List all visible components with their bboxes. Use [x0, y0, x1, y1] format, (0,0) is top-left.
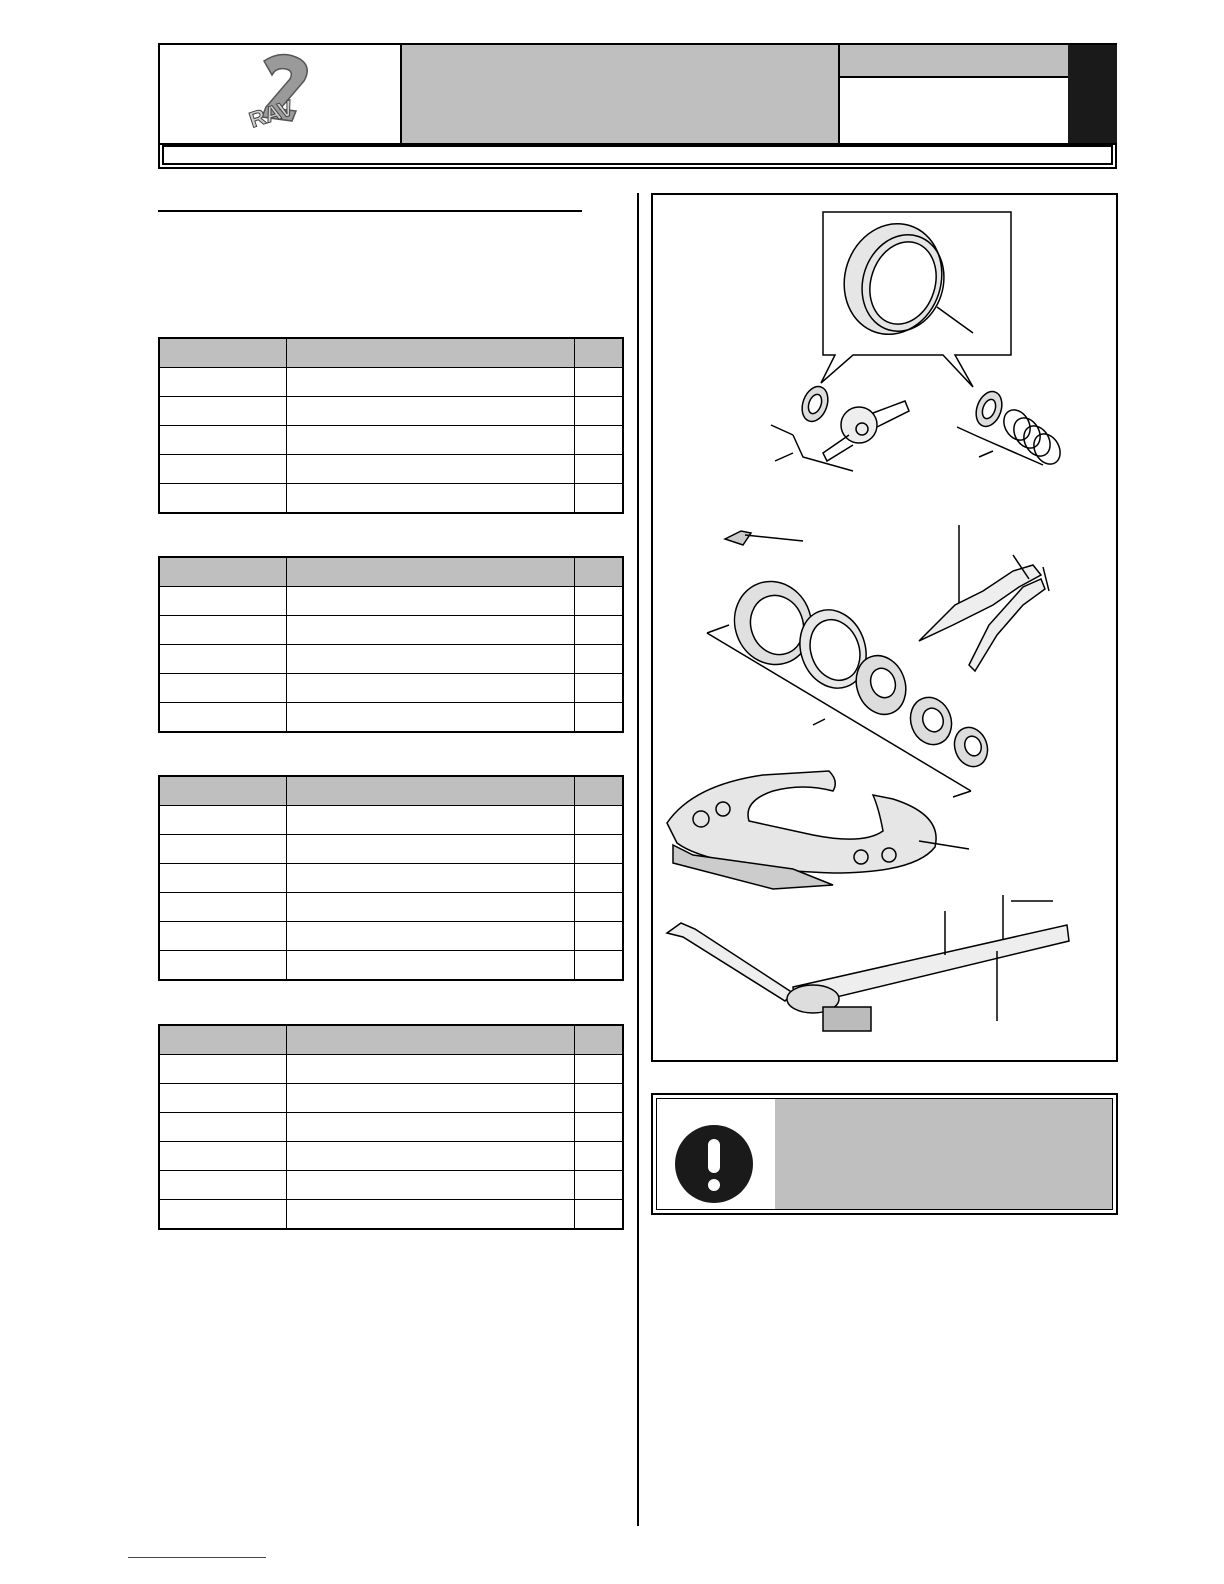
table-row — [159, 587, 623, 616]
parts-table-2 — [158, 556, 624, 733]
table-header-row — [159, 776, 623, 806]
warning-notice — [651, 1093, 1118, 1215]
weight-pliers — [919, 525, 1049, 671]
table-row — [159, 484, 623, 514]
balance-weight — [725, 531, 803, 545]
spring-assembly — [957, 388, 1065, 469]
table-row — [159, 1084, 623, 1113]
column-divider — [637, 193, 639, 1526]
rav-logo — [242, 51, 322, 137]
header-subtitle-bar — [162, 145, 1113, 165]
document-title — [402, 45, 840, 143]
table-row — [159, 893, 623, 922]
centering-cones — [707, 571, 993, 797]
table-row — [159, 1200, 623, 1230]
table-header-row — [159, 1025, 623, 1055]
parts-table-3 — [158, 775, 624, 981]
table-row — [159, 922, 623, 951]
warning-text — [775, 1099, 1112, 1209]
table-row — [159, 397, 623, 426]
table-row — [159, 1113, 623, 1142]
table-row — [159, 806, 623, 835]
accessories-figure — [651, 193, 1118, 1062]
accessory-tray — [667, 771, 969, 889]
ring-nut-detail — [830, 211, 973, 347]
parts-table-4 — [158, 1024, 624, 1230]
footer-link-underline[interactable] — [128, 1557, 266, 1558]
svg-text:RAV: RAV — [246, 95, 297, 133]
table-row — [159, 455, 623, 484]
document-revision — [840, 78, 1068, 143]
table-row — [159, 645, 623, 674]
table-row — [159, 426, 623, 455]
exclamation-icon — [675, 1125, 753, 1203]
table-row — [159, 864, 623, 893]
section-heading-rule — [158, 210, 582, 212]
table-row — [159, 1171, 623, 1200]
table-header-row — [159, 338, 623, 368]
accessories-illustration — [653, 195, 1116, 1060]
measuring-gauge-arm — [667, 895, 1069, 1031]
table-row — [159, 835, 623, 864]
table-row — [159, 616, 623, 645]
lever-assembly — [771, 383, 909, 471]
table-row — [159, 951, 623, 981]
table-row — [159, 368, 623, 397]
table-header-row — [159, 557, 623, 587]
page-header — [158, 43, 1117, 169]
table-row — [159, 1055, 623, 1084]
warning-notice-frame — [656, 1098, 1113, 1210]
table-row — [159, 1142, 623, 1171]
document-code — [840, 45, 1068, 78]
parts-table-1 — [158, 337, 624, 514]
chapter-tab — [1068, 45, 1117, 143]
table-row — [159, 703, 623, 733]
logo-cell — [160, 45, 402, 143]
table-row — [159, 674, 623, 703]
